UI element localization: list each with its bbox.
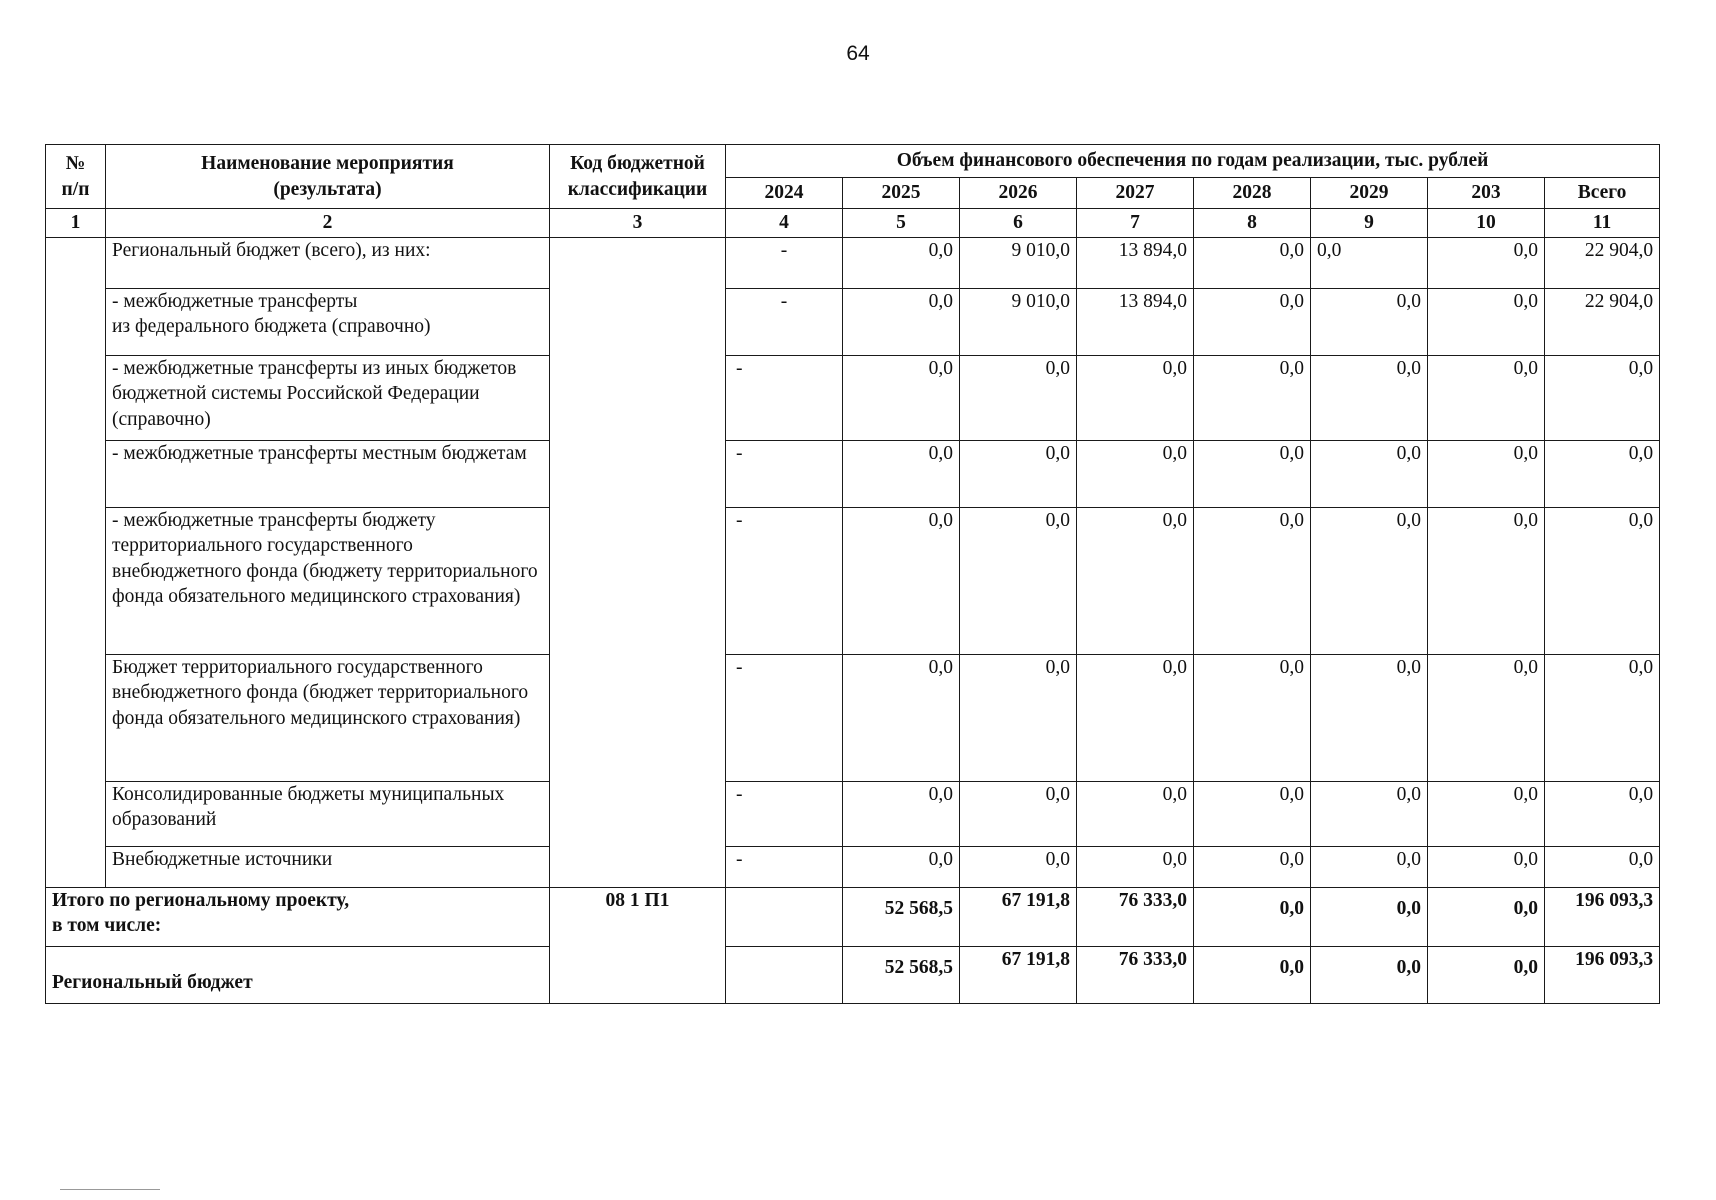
value-cell: 0,0	[843, 655, 960, 782]
column-number: 4	[726, 209, 843, 238]
row-name: Внебюджетные источники	[106, 847, 550, 888]
value-cell: 0,0	[843, 508, 960, 655]
value-cell: 0,0	[1311, 655, 1428, 782]
value-cell: 0,0	[1194, 238, 1311, 289]
row-name: - межбюджетные трансферты из федерального бюджета (справочно)	[106, 289, 550, 356]
value-cell: 0,0	[1194, 289, 1311, 356]
column-number: 9	[1311, 209, 1428, 238]
scan-edge-line	[60, 1189, 160, 1190]
header-code: Код бюджетной классификации	[550, 145, 726, 209]
value-cell: 0,0	[1194, 356, 1311, 441]
total-name: Итого по региональному проекту, в том числе:	[46, 888, 550, 947]
value-cell: 0,0	[1194, 508, 1311, 655]
row-name: - межбюджетные трансферты бюджету территориального государственного внебюджетного фонда (бюджету территориального фонда обязательного медицинского страхования)	[106, 508, 550, 655]
value-cell: 0,0	[960, 441, 1077, 508]
value-cell: 9 010,0	[960, 238, 1077, 289]
table-row	[46, 508, 1660, 655]
value-cell: 0,0	[1194, 655, 1311, 782]
value-cell: 0,0	[1545, 356, 1660, 441]
value-cell: -	[726, 289, 843, 356]
value-cell: 0,0	[1194, 441, 1311, 508]
value-cell: -	[726, 441, 843, 508]
value-cell: 0,0	[960, 782, 1077, 847]
value-cell: 0,0	[960, 847, 1077, 888]
column-number: 2	[106, 209, 550, 238]
value-cell: 0,0	[1428, 508, 1545, 655]
header-year: 2025	[843, 178, 960, 209]
value-cell: 67 191,8	[960, 888, 1077, 947]
table-row	[46, 782, 1660, 847]
header-year: 2028	[1194, 178, 1311, 209]
value-cell: 196 093,3	[1545, 947, 1660, 1004]
column-number: 5	[843, 209, 960, 238]
header-year: 2024	[726, 178, 843, 209]
value-cell: 0,0	[1428, 356, 1545, 441]
value-cell: -	[726, 508, 843, 655]
value-cell: 0,0	[843, 441, 960, 508]
value-cell: 0,0	[843, 356, 960, 441]
total-name: Региональный бюджет	[46, 947, 550, 1004]
value-cell: 0,0	[1428, 289, 1545, 356]
value-cell: 9 010,0	[960, 289, 1077, 356]
value-cell: 0,0	[1545, 782, 1660, 847]
value-cell: 0,0	[960, 655, 1077, 782]
value-cell: 0,0	[1194, 947, 1311, 1004]
value-cell: 0,0	[1428, 655, 1545, 782]
value-cell: 0,0	[1545, 655, 1660, 782]
table-row	[46, 238, 1660, 289]
value-cell: 22 904,0	[1545, 289, 1660, 356]
header-year: 203	[1428, 178, 1545, 209]
value-cell: 0,0	[1077, 356, 1194, 441]
value-cell: 0,0	[1077, 441, 1194, 508]
value-cell: 67 191,8	[960, 947, 1077, 1004]
table-row	[46, 289, 1660, 356]
value-cell: 13 894,0	[1077, 238, 1194, 289]
value-cell: 0,0	[1077, 508, 1194, 655]
value-cell: 0,0	[1545, 508, 1660, 655]
value-cell: 13 894,0	[1077, 289, 1194, 356]
value-cell: 0,0	[1311, 782, 1428, 847]
value-cell: 0,0	[1194, 782, 1311, 847]
value-cell: 0,0	[1077, 847, 1194, 888]
header-total: Всего	[1545, 178, 1660, 209]
value-cell	[726, 888, 843, 947]
column-number: 3	[550, 209, 726, 238]
row-name: Региональный бюджет (всего), из них:	[106, 238, 550, 289]
value-cell: 0,0	[1428, 847, 1545, 888]
value-cell: 0,0	[1194, 847, 1311, 888]
table-row	[46, 356, 1660, 441]
value-cell: 0,0	[1428, 888, 1545, 947]
header-volume: Объем финансового обеспечения по годам реализации, тыс. рублей	[726, 145, 1660, 178]
table-row	[46, 655, 1660, 782]
value-cell: 76 333,0	[1077, 947, 1194, 1004]
value-cell: 0,0	[843, 847, 960, 888]
header-year: 2026	[960, 178, 1077, 209]
table-row	[46, 441, 1660, 508]
page-number: 64	[846, 42, 870, 65]
column-number: 8	[1194, 209, 1311, 238]
value-cell: 0,0	[1428, 947, 1545, 1004]
value-cell: 0,0	[1428, 441, 1545, 508]
value-cell: 0,0	[1311, 947, 1428, 1004]
value-cell: 76 333,0	[1077, 888, 1194, 947]
value-cell: 0,0	[1311, 508, 1428, 655]
value-cell: 0,0	[1311, 289, 1428, 356]
value-cell: 0,0	[1311, 356, 1428, 441]
column-number: 7	[1077, 209, 1194, 238]
value-cell: 52 568,5	[843, 947, 960, 1004]
row-name: Бюджет территориального государственного внебюджетного фонда (бюджет территориального фонда обязательного медицинского страхования)	[106, 655, 550, 782]
header-number: № п/п	[46, 145, 106, 209]
value-cell: -	[726, 238, 843, 289]
value-cell: 0,0	[843, 782, 960, 847]
column-number: 1	[46, 209, 106, 238]
column-number: 11	[1545, 209, 1660, 238]
value-cell: 0,0	[960, 356, 1077, 441]
value-cell: 0,0	[1077, 655, 1194, 782]
header-name: Наименование мероприятия (результата)	[106, 145, 550, 209]
value-cell: 0,0	[1428, 782, 1545, 847]
row-name: Консолидированные бюджеты муниципальных образований	[106, 782, 550, 847]
value-cell: 196 093,3	[1545, 888, 1660, 947]
value-cell: 0,0	[843, 238, 960, 289]
value-cell: 22 904,0	[1545, 238, 1660, 289]
table-row	[46, 847, 1660, 888]
value-cell: -	[726, 782, 843, 847]
row-code-cell	[550, 238, 726, 888]
column-number: 6	[960, 209, 1077, 238]
value-cell: 0,0	[1545, 847, 1660, 888]
financing-table	[45, 144, 1660, 1004]
value-cell: -	[726, 655, 843, 782]
value-cell: 0,0	[1311, 441, 1428, 508]
value-cell: 0,0	[1311, 888, 1428, 947]
row-number-cell	[46, 238, 106, 888]
value-cell: 0,0	[1194, 888, 1311, 947]
row-name: - межбюджетные трансферты из иных бюджетов бюджетной системы Российской Федерации (справочно)	[106, 356, 550, 441]
header-year: 2027	[1077, 178, 1194, 209]
total-code: 08 1 П1	[550, 888, 726, 1004]
value-cell: 0,0	[1077, 782, 1194, 847]
value-cell: 0,0	[960, 508, 1077, 655]
value-cell: 52 568,5	[843, 888, 960, 947]
value-cell: 0,0	[1311, 238, 1428, 289]
value-cell: 0,0	[843, 289, 960, 356]
value-cell: 0,0	[1428, 238, 1545, 289]
value-cell: 0,0	[1311, 847, 1428, 888]
value-cell: -	[726, 847, 843, 888]
value-cell: -	[726, 356, 843, 441]
column-number: 10	[1428, 209, 1545, 238]
header-year: 2029	[1311, 178, 1428, 209]
row-name: - межбюджетные трансферты местным бюджетам	[106, 441, 550, 508]
value-cell	[726, 947, 843, 1004]
total-row	[46, 888, 1660, 947]
value-cell: 0,0	[1545, 441, 1660, 508]
total-row	[46, 947, 1660, 1004]
